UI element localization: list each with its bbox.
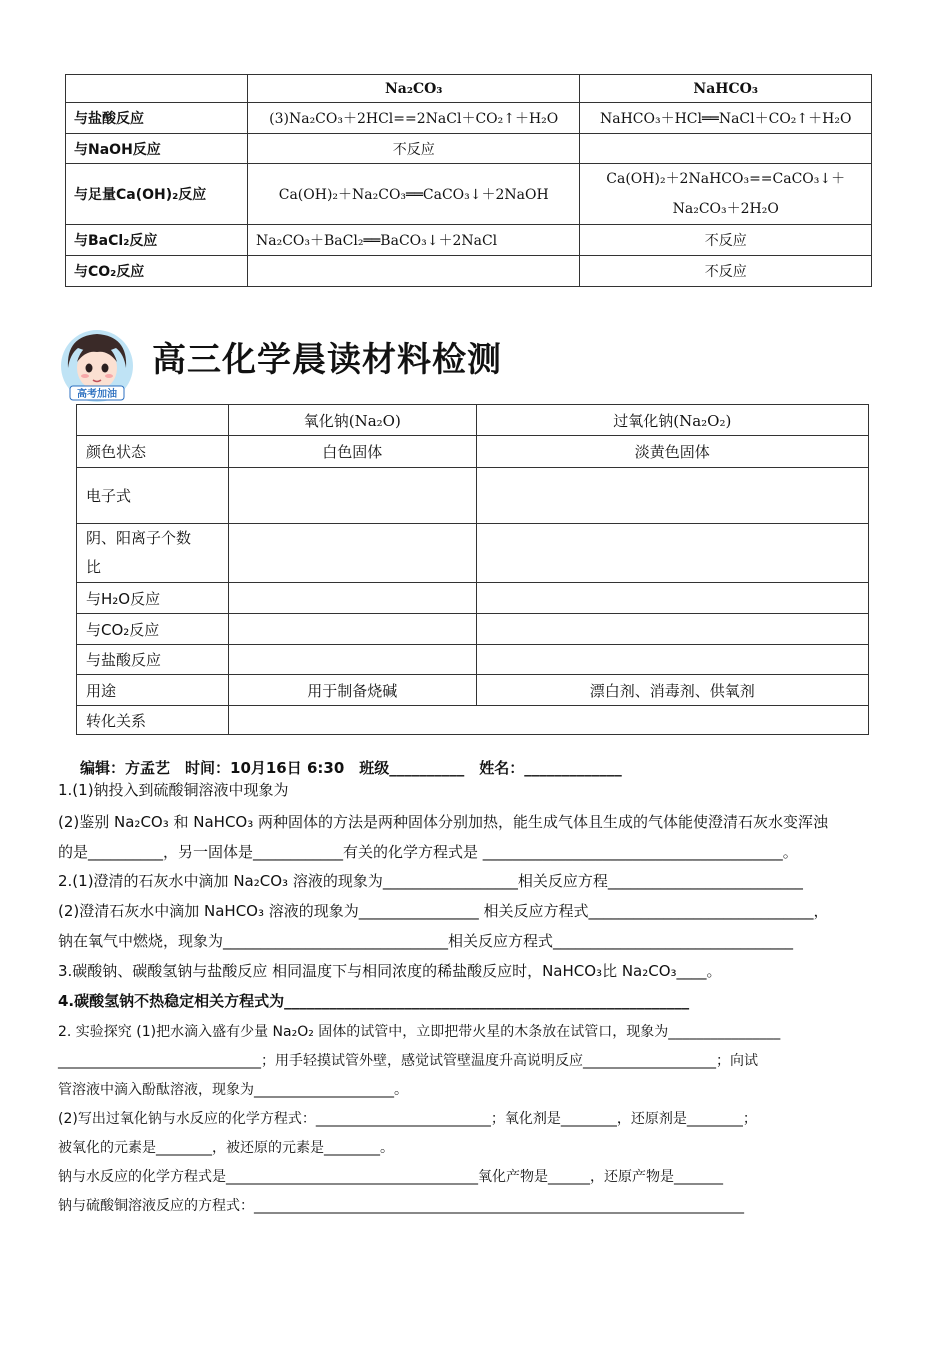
question-line: 钠与硫酸铜溶液反应的方程式：______________________________________________________________________: [58, 1198, 744, 1214]
table-cell: 漂白剂、消毒剂、供氧剂: [476, 675, 868, 706]
table-cell: [580, 134, 872, 164]
table-cell: 不反应: [580, 225, 872, 256]
table-header-cell: [77, 405, 229, 436]
table-cell: Ca(OH)₂＋Na₂CO₃══CaCO₃↓＋2NaOH: [248, 164, 580, 225]
table-cell: [229, 583, 477, 614]
table-header-cell: 氧化钠(Na₂O): [229, 405, 477, 436]
question-line: 1.(1)钠投入到硫酸铜溶液中现象为: [58, 781, 289, 799]
row-label: 颜色状态: [77, 436, 229, 468]
question-line: 的是__________，另一固体是____________有关的化学方程式是 ________________________________________。: [58, 843, 798, 861]
sodium-oxide-table: [76, 404, 869, 735]
question-line: 管溶液中滴入酚酞溶液，现象为____________________。: [58, 1082, 408, 1098]
row-label: 与BaCl₂反应: [66, 225, 248, 256]
table-cell: 淡黄色固体: [476, 436, 868, 468]
question-line: 2. 实验探究 (1)把水滴入盛有少量 Na₂O₂ 固体的试管中，立即把带火星的木条放在试管口，现象为________________: [58, 1024, 781, 1040]
table-cell: [580, 164, 872, 225]
table-header-cell: 过氧化钠(Na₂O₂): [476, 405, 868, 436]
cartoon-girl-avatar-icon: [58, 328, 136, 404]
table-cell: [229, 468, 477, 524]
row-label: 与CO₂反应: [77, 614, 229, 645]
question-line: _____________________________；用手轻摸试管外壁，感觉试管壁温度升高说明反应___________________；向试: [58, 1053, 758, 1069]
table-cell: 不反应: [248, 134, 580, 164]
table-cell: [229, 645, 477, 675]
table-cell: [476, 468, 868, 524]
row-label: 与盐酸反应: [77, 645, 229, 675]
table-cell: [229, 706, 869, 735]
cell-line: Ca(OH)₂＋2NaHCO₃==CaCO₃↓＋: [606, 171, 846, 187]
question-line: (2)鉴别 Na₂CO₃ 和 NaHCO₃ 两种固体的方法是两种固体分别加热，能生成气体且生成的气体能使澄清石灰水变浑浊: [58, 813, 829, 831]
table-cell: Na₂CO₃＋BaCl₂══BaCO₃↓＋2NaCl: [248, 225, 580, 256]
table-cell: [229, 524, 477, 583]
row-label-line: 阴、阳离子个数: [86, 529, 192, 547]
question-line: 3.碳酸钠、碳酸氢钠与盐酸反应 相同温度下与相同浓度的稀盐酸反应时，NaHCO₃比 Na₂CO₃____。: [58, 962, 722, 980]
question-line: 钠与水反应的化学方程式是____________________________________氧化产物是______，还原产物是_______: [58, 1169, 723, 1185]
row-label: 与CO₂反应: [66, 256, 248, 287]
table-cell: [476, 645, 868, 675]
question-line: 4.碳酸氢钠不热稳定相关方程式为______________________________________________________: [58, 992, 690, 1010]
row-label: 与H₂O反应: [77, 583, 229, 614]
row-label: 与盐酸反应: [66, 103, 248, 134]
question-line: 2.(1)澄清的石灰水中滴加 Na₂CO₃ 溶液的现象为__________________相关反应方程__________________________: [58, 872, 803, 890]
row-label-line: 比: [86, 558, 102, 576]
table-header-cell: NaHCO₃: [580, 75, 872, 103]
table-cell: (3)Na₂CO₃＋2HCl==2NaCl＋CO₂↑＋H₂O: [248, 103, 580, 134]
question-line: (2)写出过氧化钠与水反应的化学方程式：_________________________；氧化剂是________，还原剂是________；: [58, 1111, 757, 1127]
table-cell: 用于制备烧碱: [229, 675, 477, 706]
table-cell: [229, 614, 477, 645]
avatar-caption: 高考加油: [77, 389, 117, 400]
table-cell: [476, 614, 868, 645]
table-cell: NaHCO₃＋HCl══NaCl＋CO₂↑＋H₂O: [580, 103, 872, 134]
table-header-cell: [66, 75, 248, 103]
row-label: [77, 524, 229, 583]
editor-info-line: 编辑：方孟艺 时间：10月16日 6:30 班级__________ 姓名：_____________: [80, 759, 622, 777]
table-cell: [248, 256, 580, 287]
row-label: 转化关系: [77, 706, 229, 735]
page-title: 高三化学晨读材料检测: [152, 340, 502, 380]
table-cell: [476, 583, 868, 614]
table-cell: [476, 524, 868, 583]
row-label: 与足量Ca(OH)₂反应: [66, 164, 248, 225]
row-label: 电子式: [77, 468, 229, 524]
question-line: (2)澄清石灰水中滴加 NaHCO₃ 溶液的现象为________________ 相关反应方程式______________________________，: [58, 902, 829, 920]
row-label: 与NaOH反应: [66, 134, 248, 164]
table-header-cell: Na₂CO₃: [248, 75, 580, 103]
table-cell: 白色固体: [229, 436, 477, 468]
question-line: 钠在氧气中燃烧，现象为______________________________相关反应方程式________________________________: [58, 932, 794, 950]
table-cell: 不反应: [580, 256, 872, 287]
cell-line: Na₂CO₃＋2H₂O: [672, 201, 779, 217]
question-line: 被氧化的元素是________，被还原的元素是________。: [58, 1140, 394, 1156]
carbonate-comparison-table: [65, 74, 872, 287]
row-label: 用途: [77, 675, 229, 706]
